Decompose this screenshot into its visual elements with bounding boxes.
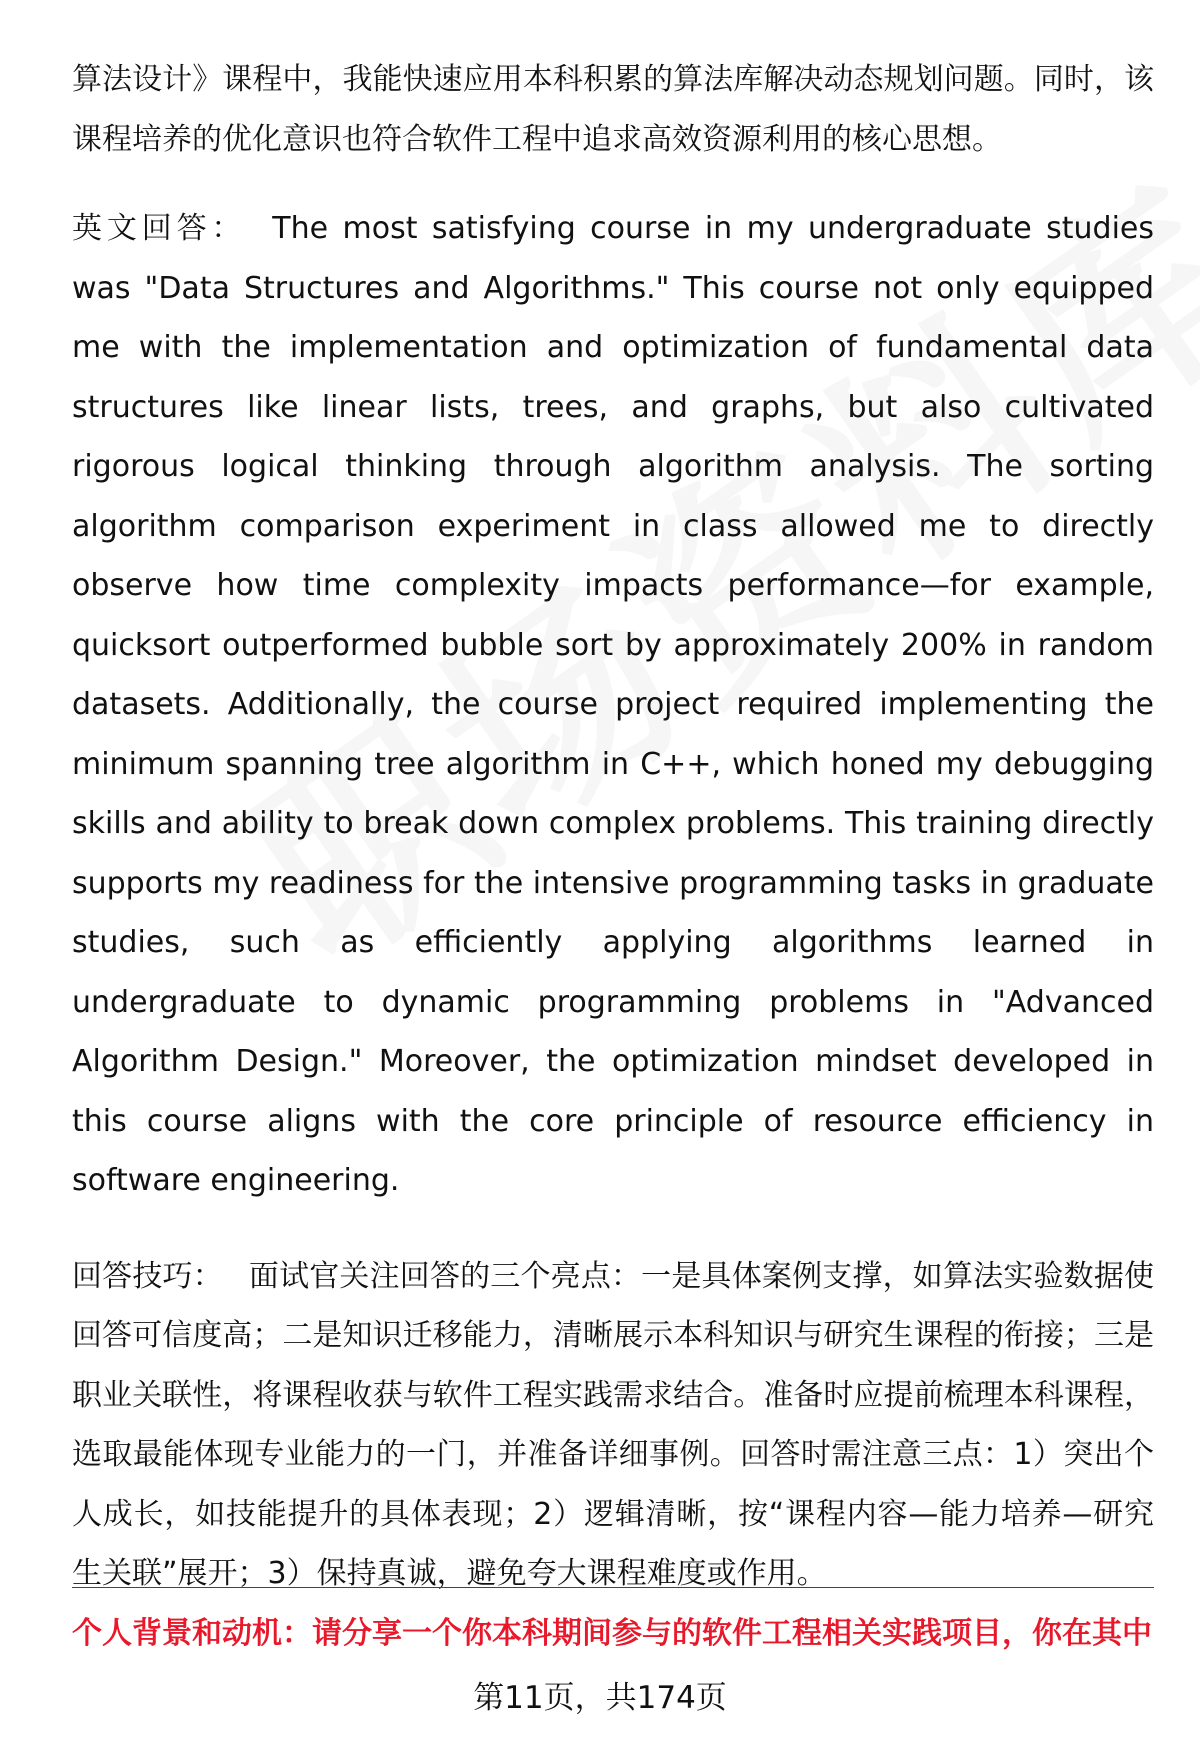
answer-tips-label: 回答技巧：	[72, 1258, 223, 1294]
english-answer-text: The most satisfying course in my undergraduate studies was "Data Structures and Algorithms." This course not only equipped me with the implementation and optimization of fundamental data structures like linear lists, trees, and graphs, but also cultivated rigorous logical thinking through algorithm analysis. The sorting algorithm comparison experiment in class allowed me to directly observe how time complexity impacts performance—for example, quicksort outperformed bubble sort by approximately 200% in random datasets. Additionally, the course project required implementing the minimum spanning tree algorithm in C++, which honed my debugging skills and ability to break down complex problems. This training directly supports my readiness for the intensive programming tasks in graduate studies, such as efficiently applying algorithms learned in undergraduate to dynamic programming problems in "Advanced Algorithm Design." Moreover, the optimization mindset developed in this course aligns with the core principle of resource efficiency in software engineering.	[72, 211, 1154, 1198]
document-body	[72, 50, 1154, 1604]
english-answer-paragraph	[72, 199, 1154, 1211]
intro-paragraph: 算法设计》课程中，我能快速应用本科积累的算法库解决动态规划问题。同时，该课程培养的优化意识也符合软件工程中追求高效资源利用的核心思想。	[72, 62, 1154, 157]
next-question-heading: 个人背景和动机：请分享一个你本科期间参与的软件工程相关实践项目，你在其中	[72, 1616, 1152, 1651]
english-answer-label: 英文回答：	[72, 211, 247, 246]
answer-tips-text: 面试官关注回答的三个亮点：一是具体案例支撑，如算法实验数据使回答可信度高；二是知识迁移能力，清晰展示本科知识与研究生课程的衔接；三是职业关联性，将课程收获与软件工程实践需求结合。准备时应提前梳理本科课程，选取最能体现专业能力的一门，并准备详细事例。回答时需注意三点：1）突出个人成长，如技能提升的具体表现；2）逻辑清晰，按“课程内容—能力培养—研究生关联”展开；3）保持真诚，避免夸大课程难度或作用。	[72, 1258, 1155, 1591]
page-number: 第11页，共174页	[473, 1680, 727, 1716]
section-divider	[72, 1587, 1154, 1588]
answer-tips-paragraph	[72, 1247, 1154, 1604]
